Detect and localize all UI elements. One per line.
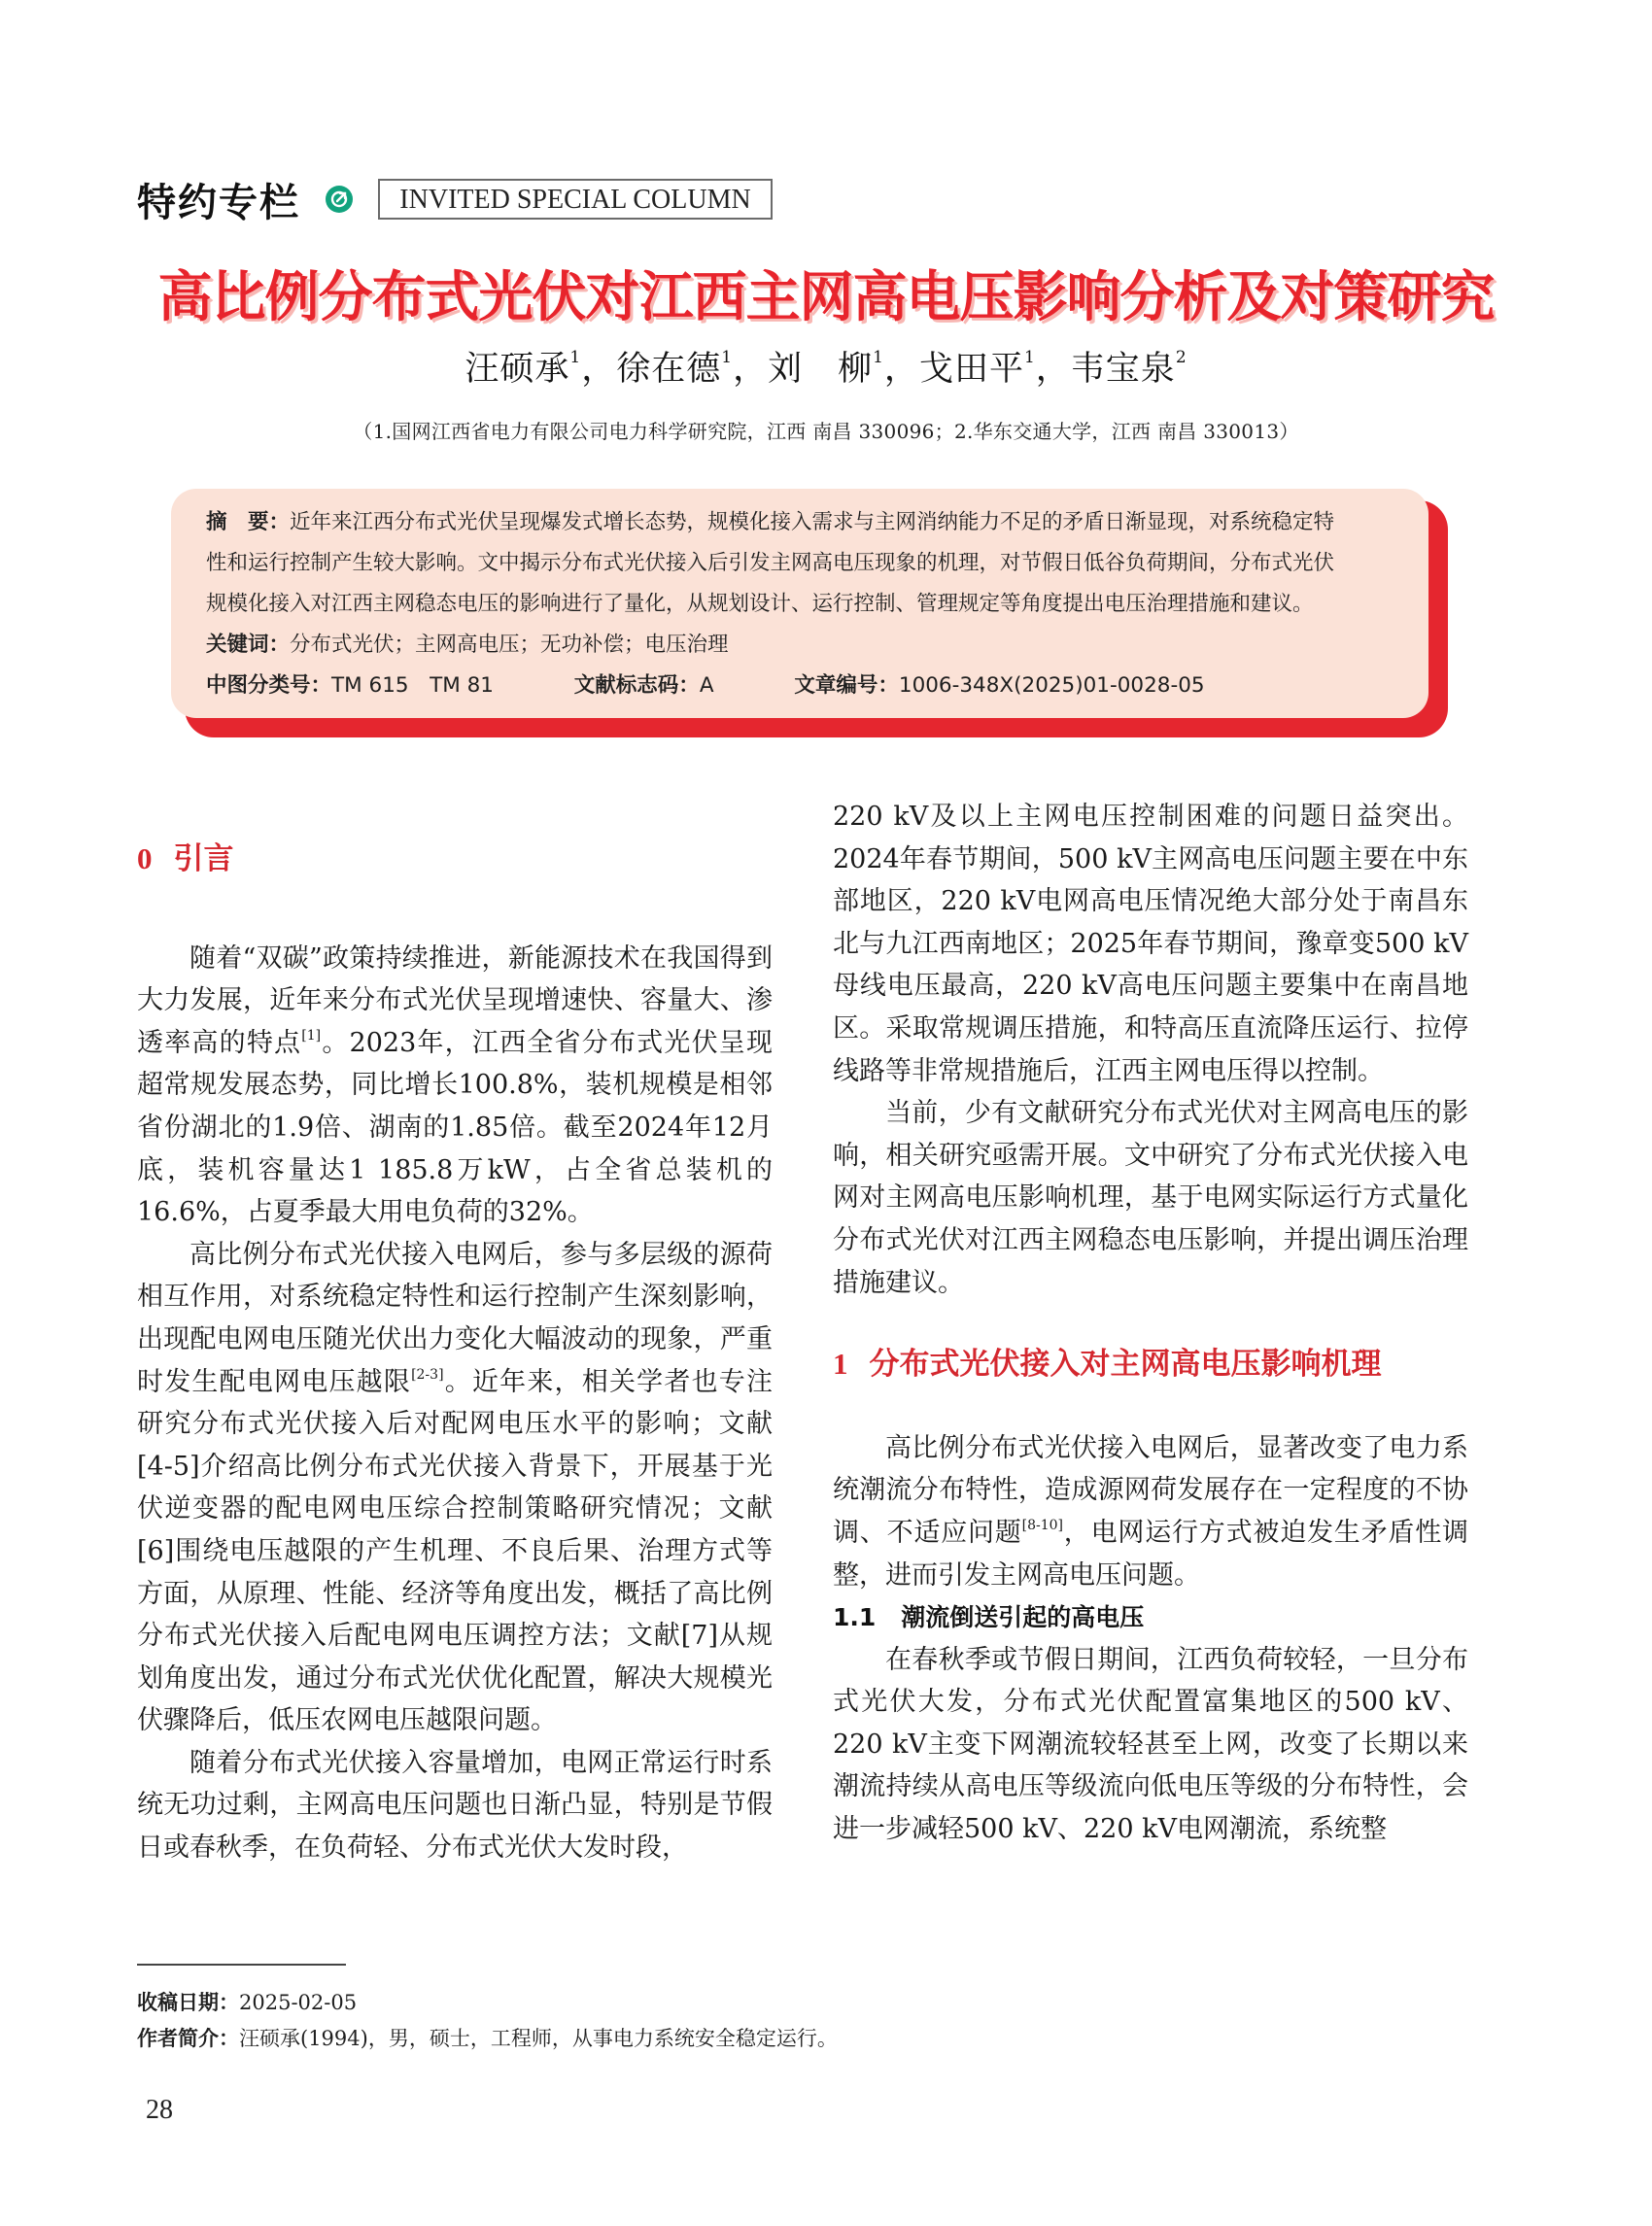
citation: [1]: [301, 1027, 322, 1044]
subsection-number: 1.1: [833, 1603, 877, 1632]
abstract-text: 近年来江西分布式光伏呈现爆发式增长态势，规模化接入需求与主网消纳能力不足的矛盾日渐显现，对系统稳定特: [290, 510, 1335, 534]
author-name: 刘 柳: [768, 350, 874, 389]
classification-line: [206, 668, 1399, 699]
clc-label: 中图分类号：: [206, 673, 332, 698]
article-no-value: 1006-348X(2025)01-0028-05: [898, 673, 1205, 698]
column-header: [137, 173, 773, 225]
author-affil-mark: 1: [569, 348, 582, 367]
abstract-label: 摘 要：: [206, 510, 291, 534]
doc-code-value: A: [699, 673, 714, 698]
section-number: 0: [137, 841, 153, 875]
page-number: 28: [146, 2095, 173, 2125]
keywords-label: 关键词：: [206, 633, 291, 657]
author-name: 汪硕承: [465, 350, 570, 389]
paragraph: 当前，少有文献研究分布式光伏对主网高电压的影响，相关研究亟需开展。文中研究了分布式光伏接入电网对主网高电压影响机理，基于电网实际运行方式量化分布式光伏对江西主网稳态电压影响，并提出调压治理措施建议。: [833, 1098, 1468, 1298]
author-list: 汪硕承$^1$，徐在德$^1$，刘 柳$^1$，戈田平$^1$，韦宝泉$^2$: [465, 348, 1187, 389]
affiliations: （1.国网江西省电力有限公司电力科学研究院，江西 南昌 330096；2.华东交通大学，江西 南昌 330013）: [353, 420, 1299, 443]
paragraph: 随着分布式光伏接入容量增加，电网正常运行时系统无功过剩，主网高电压问题也日渐凸显，特别是节假日或春秋季，在负荷轻、分布式光伏大发时段，: [137, 1747, 773, 1864]
abstract-box: [171, 489, 1428, 718]
paragraph: 在春秋季或节假日期间，江西负荷较轻，一旦分布式光伏大发，分布式光伏配置富集地区的500 kV、220 kV主变下网潮流较轻甚至上网，改变了长期以来潮流持续从高电压等级流向低电压等级的分布特性，会进一步减轻500 kV、220 kV电网潮流，系统整: [833, 1644, 1468, 1845]
author-affil-mark: 2: [1175, 348, 1187, 367]
citation: [8-10]: [1021, 1517, 1063, 1533]
section-title: 引言: [173, 841, 234, 876]
right-column: [833, 796, 1468, 1851]
keywords-text: 分布式光伏；主网高电压；无功补偿；电压治理: [290, 633, 729, 657]
author-affil-mark: 1: [873, 348, 884, 367]
author-name: 徐在德: [616, 350, 722, 389]
paper-title: 高比例分布式光伏对江西主网高电压影响分析及对策研究: [157, 266, 1495, 329]
section-heading-intro: [137, 838, 773, 881]
paragraph: 高比例分布式光伏接入电网后，显著改变了电力系统潮流分布特性，造成源网荷发展存在一定程度的不协调、不适应问题[8-10]，电网运行方式被迫发生矛盾性调整，进而引发主网高电压问题。: [833, 1432, 1469, 1591]
paragraph: 随着“双碳”政策持续推进，新能源技术在我国得到大力发展，近年来分布式光伏呈现增速快、容量大、渗透率高的特点[1]。2023年，江西全省分布式光伏呈现超常规发展态势，同比增长100.8%，装机规模是相邻省份湖北的1.9倍、湖南的1.85倍。截至2024年12月底，装机容量达1 185.8万kW，占全省总装机的16.6%，占夏季最大用电负荷的32%。: [137, 942, 774, 1228]
abstract-line: [206, 505, 1399, 535]
author-affil-mark: 1: [1023, 348, 1036, 367]
article-no-label: 文章编号：: [794, 673, 899, 698]
clc-value: TM 615 TM 81: [331, 673, 494, 698]
section-title: 分布式光伏接入对主网高电压影响机理: [869, 1347, 1382, 1383]
author-name: 戈田平: [918, 350, 1024, 389]
arrow-icon: [326, 186, 353, 213]
citation: [2-3]: [411, 1366, 444, 1383]
section-heading-1: [833, 1343, 1468, 1387]
subsection-title: 潮流倒送引起的高电压: [901, 1603, 1145, 1632]
paragraph: 高比例分布式光伏接入电网后，参与多层级的源荷相互作用，对系统稳定特性和运行控制产生深刻影响，出现配电网电压随光伏出力变化大幅波动的现象，严重时发生配电网电压越限[2-3]。近年来，相关学者也专注研究分布式光伏接入后对配网电压水平的影响；文献[4-5]介绍高比例分布式光伏接入背景下，开展基于光伏逆变器的配电网电压综合控制策略研究情况；文献[6]围绕电压越限的产生机理、不良后果、治理方式等方面，从原理、性能、经济等角度出发，概括了高比例分布式光伏接入后配电网电压调控方法；文献[7]从规划角度出发，通过分布式光伏优化配置，解决大规模光伏骤降后，低压农网电压越限问题。: [137, 1239, 774, 1736]
footnote-divider: [137, 1964, 346, 1966]
received-date: 收稿日期：2025-02-05: [137, 1991, 358, 2014]
paragraph: 220 kV及以上主网电压控制困难的问题日益突出。2024年春节期间，500 kV主网高电压问题主要在中东部地区，220 kV电网高电压情况绝大部分处于南昌东北与九江西南地区；2025年春节期间，豫章变500 kV母线电压最高，220 kV高电压问题主要集中在南昌地区。采取常规调压措施，和特高压直流降压运行、拉停线路等非常规措施后，江西主网电压得以控制。: [833, 802, 1468, 1086]
keywords-line: [206, 628, 1399, 658]
column-label-en: INVITED SPECIAL COLUMN: [378, 179, 773, 220]
section-number: 1: [833, 1347, 848, 1382]
abstract-line: 性和运行控制产生较大影响。文中揭示分布式光伏接入后引发主网高电压现象的机理，对节假日低谷负荷期间，分布式光伏: [206, 551, 1335, 575]
column-label-cn: 特约专栏: [137, 180, 300, 225]
abstract-line: 规模化接入对江西主网稳态电压的影响进行了量化，从规划设计、运行控制、管理规定等角度提出电压治理措施和建议。: [206, 592, 1314, 616]
subsection-heading-1-1: [833, 1596, 1468, 1639]
left-column: [137, 838, 773, 1869]
author-bio: 作者简介：汪硕承(1994)，男，硕士，工程师，从事电力系统安全稳定运行。: [137, 2027, 838, 2050]
author-name: 韦宝泉: [1070, 350, 1176, 389]
doc-code-label: 文献标志码：: [573, 673, 700, 698]
author-affil-mark: 1: [721, 348, 734, 367]
